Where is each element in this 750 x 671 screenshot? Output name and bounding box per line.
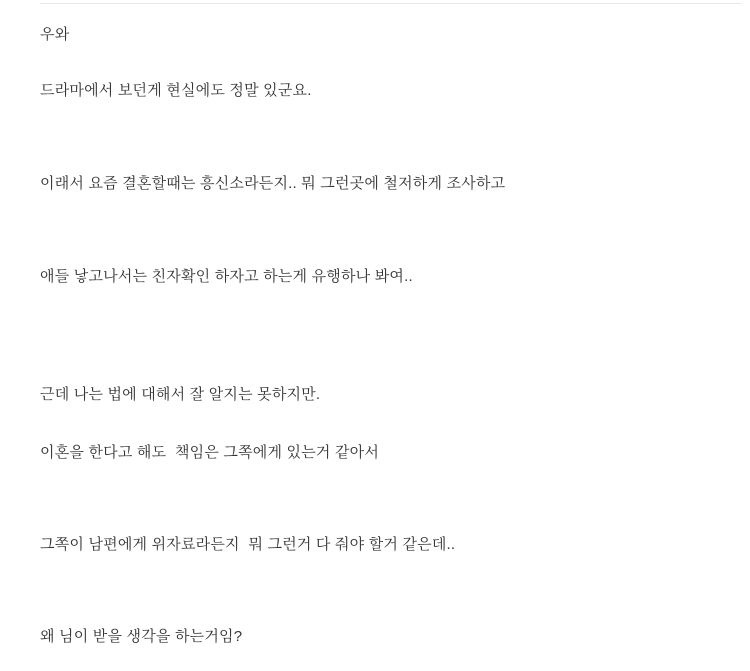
post-line: 이래서 요즘 결혼할때는 흥신소라든지.. 뭐 그런곳에 철저하게 조사하고	[40, 175, 506, 192]
post-line: 우와	[40, 26, 70, 43]
post-line: 애들 낳고나서는 친자확인 하자고 하는게 유행하나 봐여..	[40, 268, 413, 285]
post-line: 드라마에서 보던게 현실에도 정말 있군요.	[40, 82, 312, 99]
post-line: 그쪽이 남편에게 위자료라든지 뭐 그런거 다 줘야 할거 같은데..	[40, 536, 456, 553]
post-line: 근데 나는 법에 대해서 잘 알지는 못하지만.	[40, 386, 321, 403]
post-line: 왜 님이 받을 생각을 하는거임?	[40, 628, 243, 645]
post-line: 이혼을 한다고 해도 책임은 그쪽에게 있는거 같아서	[40, 444, 380, 461]
post-body	[40, 3, 742, 647]
